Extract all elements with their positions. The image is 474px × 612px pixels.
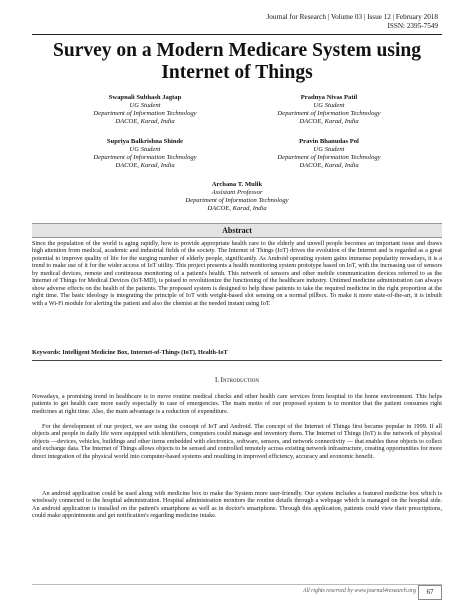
author-block xyxy=(234,94,424,126)
footer-rule xyxy=(32,584,442,585)
author-inst: DACOE, Karad, India xyxy=(299,118,359,126)
author-inst: DACOE, Karad, India xyxy=(115,162,175,170)
author-role: UG Student xyxy=(313,102,345,110)
author-block xyxy=(142,181,332,213)
page-number: 67 xyxy=(418,585,442,600)
author-block xyxy=(50,94,240,126)
author-name: Archana T. Mulik xyxy=(211,181,263,188)
author-role: UG Student xyxy=(313,146,345,154)
section-number: I. xyxy=(214,377,219,384)
author-dept: Department of Information Technology xyxy=(277,154,381,162)
author-inst: DACOE, Karad, India xyxy=(207,205,267,213)
section-title: Introduction xyxy=(220,377,260,384)
abstract-rule xyxy=(32,360,442,361)
author-inst: DACOE, Karad, India xyxy=(115,118,175,126)
author-dept: Department of Information Technology xyxy=(185,197,289,205)
author-role: Assistant Professor xyxy=(211,189,263,197)
abstract-text: Since the population of the world is aging rapidly, how to provide appropriate health care to the elderly and unwell people becomes an important issue and draws high attention from medical, academic and industrial fields of the society. The Internet of Things (IoT) drives the evolution of the Internet and is regarded as a great potential to improve quality of life for the surging number of elderly people, significantly. As Android operating system gains immense popularity nowadays, it is a trend to make use of it for the wider access of IoT utility. This project presents a health monitoring system prototype based on IoT, with the increasing use of sensors by medical devices, remote and continuous monitoring of a patient's health. This network of sensors and other mobile communication devices referred to as the Internet of Things for Medical Devices (IoT-MD), is poised to revolutionize the functioning of the healthcare industry. Untimed medicine administration can always show adverse effects on the health of the patients. The proposed system is designed to help these patients to take the required medicine in the right proportion at the right time. The basic ideology is integrating the principle of IoT with weight-based slot sensing on a normal pillbox. To make it more state-of-the-art, it is inbuilt with a Wi-Fi module for alerting the patient and also the chemist at the needed instant using IoT. xyxy=(32,240,442,307)
header-rule xyxy=(32,34,442,35)
intro-paragraph-3: An android application could be used along with medicine box to make the System more user-friendly. Our system includes a featured medicine box which is wirelessly connected to the hospital administration. Hospital administration monitors the routine details through a webpage which is managed on the hospital side. An android application is installed on the patient's smartphone as well as in doctor's smartphone. Through this application, patients could view their prescriptions, could make appointments and get notification's regarding medicine intake. xyxy=(32,490,442,520)
abstract-heading: Abstract xyxy=(32,223,442,238)
keywords-line: Keywords: Intelligent Medicine Box, Internet-of-Things (IoT), Health-IoT xyxy=(32,349,228,356)
author-block xyxy=(50,138,240,170)
paper-title xyxy=(20,40,454,84)
intro-paragraph-1: Nowadays, a promising trend in healthcare is to move routine medical checks and other health care services from hospital to the home environment. This helps patients to get health care more easily especially in case of emergencies. The main motto of our proposed system is to monitor that the patient consumes right medicines at right time. Also, the main advantage is a reduction of expenditure. xyxy=(32,393,442,415)
author-inst: DACOE, Karad, India xyxy=(299,162,359,170)
journal-header xyxy=(266,13,438,31)
author-role: UG Student xyxy=(129,102,161,110)
author-dept: Department of Information Technology xyxy=(277,110,381,118)
author-dept: Department of Information Technology xyxy=(93,110,197,118)
section-heading xyxy=(0,377,474,385)
author-name: Supriya Balkrishna Shinde xyxy=(106,138,184,145)
intro-paragraph-2: For the development of our project, we are using the concept of IoT and Android. The concept of the Internet of Things first became popular in 1999. If all objects and people in daily life were equipped with identifiers, computers could manage and inventory them. The Internet of Things (IoT) is the network of physical objects —devices, vehicles, buildings and other items embedded with electronics, software, sensors, and network connectivity — that enables these objects to collect and exchange data. The Internet of Things allows objects to be sensed and controlled remotely across existing network infrastructure, creating opportunities for more direct integration of the physical world into computer-based systems and resulting in improved efficiency, accuracy and economic benefit. xyxy=(32,423,442,460)
author-name: Pradnya Nivas Patil xyxy=(300,94,358,101)
journal-line: Journal for Research | Volume 03 | Issue 12 | February 2018 xyxy=(266,13,438,21)
title-line-1: Survey on a Modern Medicare System using xyxy=(53,40,421,61)
author-block xyxy=(234,138,424,170)
title-line-2: Internet of Things xyxy=(161,62,313,83)
author-dept: Department of Information Technology xyxy=(93,154,197,162)
author-role: UG Student xyxy=(129,146,161,154)
author-name: Swapnali Subhash Jagtap xyxy=(108,94,182,101)
footer-rights: All rights reserved by www.journal4research.org xyxy=(302,588,416,594)
author-name: Pravin Bhanudas Pol xyxy=(299,138,359,145)
issn-line: ISSN: 2395-7549 xyxy=(387,22,438,30)
